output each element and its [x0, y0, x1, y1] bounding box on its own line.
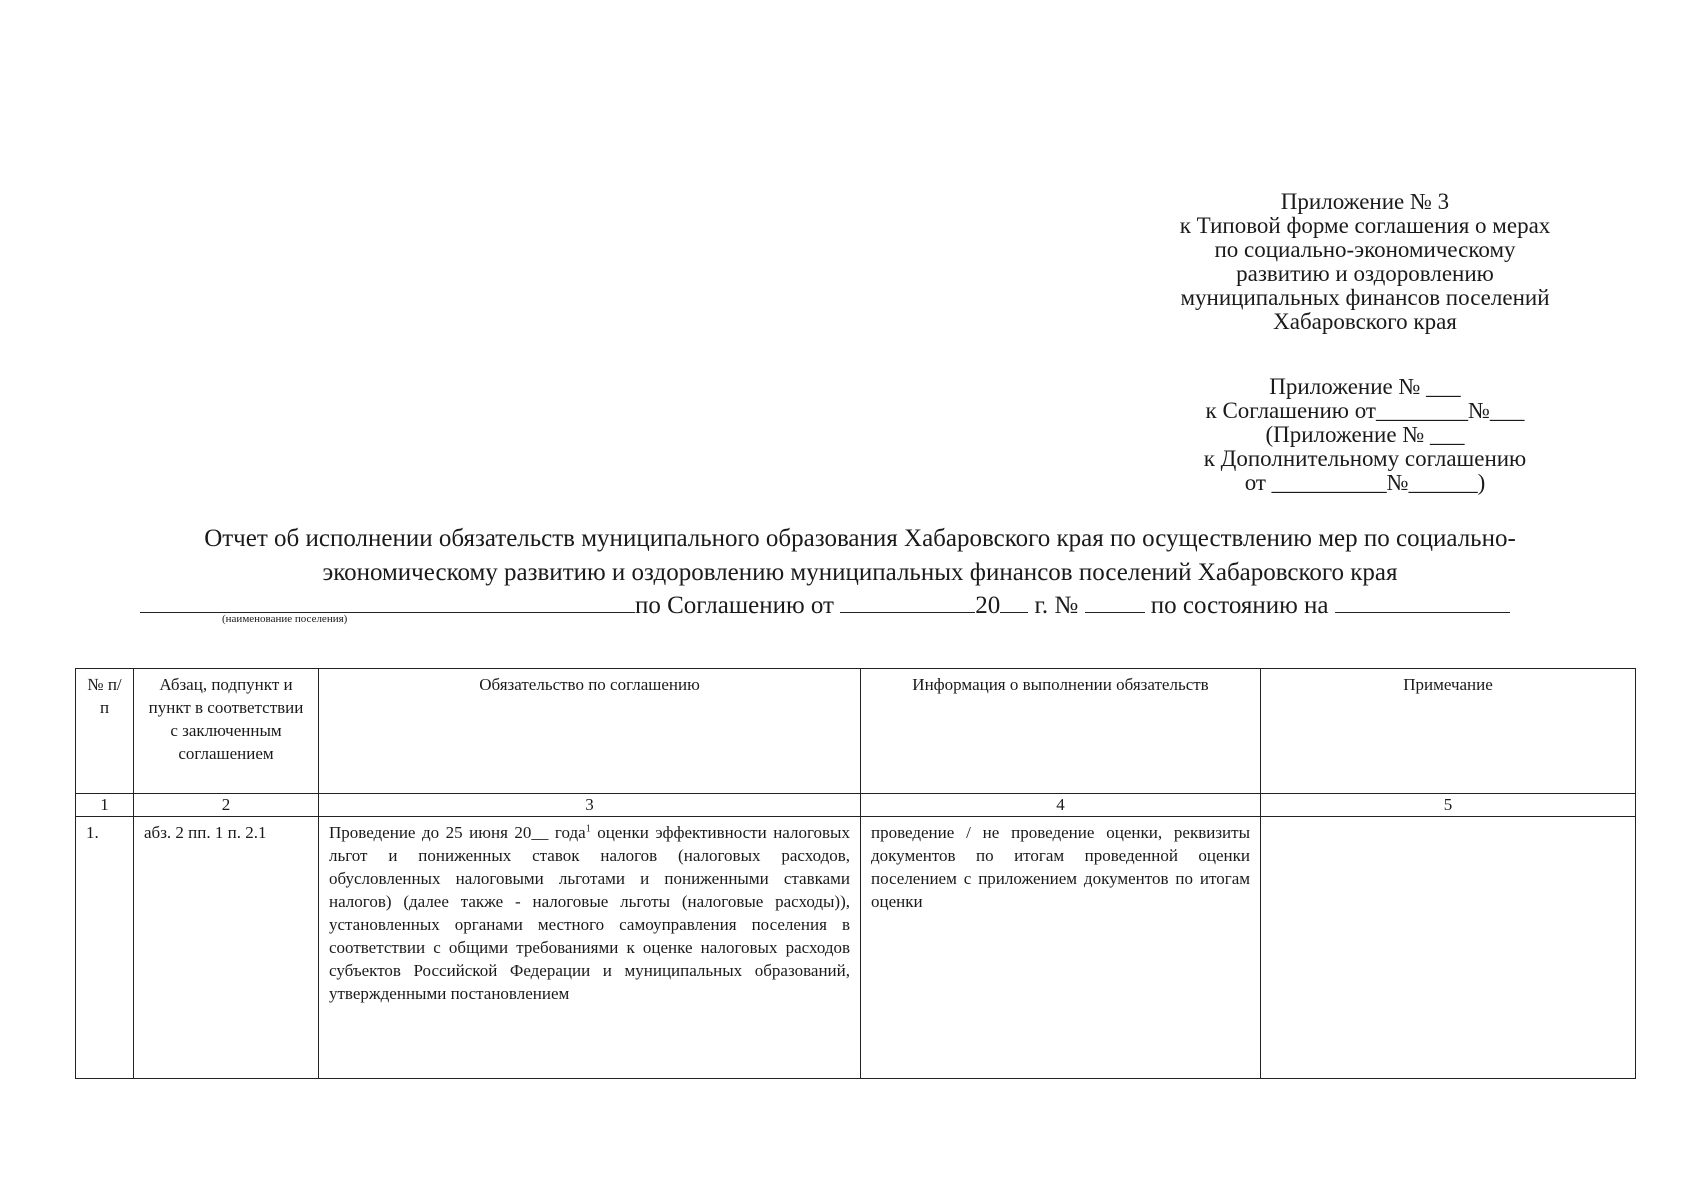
header-information: Информация о выполнении обязательств [861, 669, 1261, 794]
appendix-local-line: от __________№______) [1244, 470, 1486, 495]
row-obligation [319, 817, 861, 1079]
header-note: Примечание [1261, 669, 1636, 794]
report-title-line-1: Отчет об исполнении обязательств муниципального образования Хабаровского края по осуществлению мер по социально- [204, 525, 1516, 552]
row-note [1261, 817, 1636, 1079]
header-number: № п/п [76, 669, 134, 794]
number-label: г. № [1034, 592, 1079, 619]
appendix-local-block [1150, 375, 1580, 495]
agreement-date-blank[interactable] [840, 590, 975, 613]
appendix-main-line: Приложение № 3 [1280, 189, 1450, 214]
appendix-main-block [1120, 190, 1610, 334]
column-number: 4 [861, 794, 1261, 817]
row-obligation-text [329, 821, 850, 1071]
header-obligation: Обязательство по соглашению [319, 669, 861, 794]
row-information: проведение / не проведение оценки, реквизиты документов по итогам проведенной оценки поселением с приложением документов по итогам оценки [861, 817, 1261, 1079]
settlement-name-blank[interactable] [140, 590, 635, 613]
appendix-main-line: муниципальных финансов поселений [1180, 285, 1550, 310]
appendix-local-line: к Дополнительному соглашению [1203, 446, 1527, 471]
obligation-text-start: Проведение до 25 июня 20__ года [329, 823, 586, 842]
settlement-name-caption: (наименование поселения) [222, 613, 348, 625]
appendix-local-line: (Приложение № ___ [1265, 422, 1465, 447]
appendix-main-line: по социально-экономическому [1214, 237, 1516, 262]
footnote-marker: 1 [585, 823, 591, 835]
column-number: 2 [134, 794, 319, 817]
appendix-main-line: развитию и оздоровлению [1236, 261, 1494, 286]
column-number: 1 [76, 794, 134, 817]
column-number: 3 [319, 794, 861, 817]
report-table [75, 668, 1636, 1079]
column-number: 5 [1261, 794, 1636, 817]
header-clause: Абзац, подпункт и пункт в соответствии с заключенным соглашением [134, 669, 319, 794]
table-row [76, 817, 1636, 1079]
report-date-blank[interactable] [1335, 590, 1510, 613]
year-blank[interactable] [1000, 590, 1028, 613]
report-form-line [140, 590, 1600, 621]
row-clause: абз. 2 пп. 1 п. 2.1 [134, 817, 319, 1079]
appendix-main-line: Хабаровского края [1273, 309, 1457, 334]
table-header-row [76, 669, 1636, 794]
as-of-label: по состоянию на [1150, 592, 1329, 619]
column-numbers-row [76, 794, 1636, 817]
appendix-main-line: к Типовой форме соглашения о мерах [1179, 213, 1551, 238]
agreement-number-blank[interactable] [1085, 590, 1145, 613]
row-number: 1. [76, 817, 134, 1079]
report-title-line-2: экономическому развитию и оздоровлению муниципальных финансов поселений Хабаровского края [322, 559, 1398, 586]
appendix-local-line: Приложение № ___ [1269, 374, 1461, 399]
appendix-local-line: к Соглашению от________№___ [1205, 398, 1525, 423]
year-label: 20 [975, 592, 1001, 619]
obligation-text-rest: оценки эффективности налоговых льгот и пониженных ставок налогов (налоговых расходов, обусловленных налоговыми льготами и пониженными ставками налогов) (далее также - налоговые льготы (налоговые расходы)), установленных органами местного самоуправления поселения в соответствии с общими требованиями к оценке налоговых расходов субъектов Российской Федерации и муниципальных образований, утвержденными постановлением [329, 823, 850, 1003]
by-agreement-label: по Соглашению от [635, 592, 834, 619]
